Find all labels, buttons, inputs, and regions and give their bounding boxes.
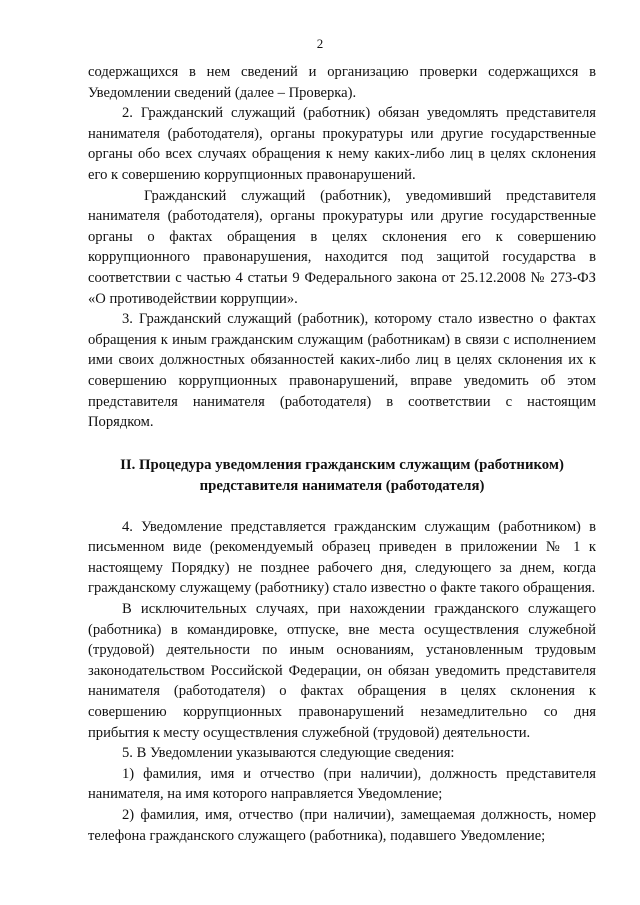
paragraph-item-2: 2. Гражданский служащий (работник) обязан уведомлять представителя нанимателя (работодателя), органы прокуратуры или другие государственные органы обо всех случаях обращения к нему каких-либо лиц в целях склонения его к совершению коррупционных правонарушений. bbox=[88, 105, 596, 183]
section-heading-line-2: представителя нанимателя (работодателя) bbox=[199, 477, 485, 494]
paragraph-item-5: 5. В Уведомлении указываются следующие сведения: bbox=[122, 745, 455, 762]
paragraph-item-3: 3. Гражданский служащий (работник), которому стало известно о фактах обращения к иным гражданским служащим (работникам) в связи с исполнением ими своих должностных обязанностей каких-либо лиц в целях склонения их к совершению коррупционных правонарушений, вправе уведомить об этом представителя нанимателя (работодателя) в соответствии с настоящим Порядком. bbox=[88, 311, 596, 431]
list-item-1: 1) фамилия, имя и отчество (при наличии), должность представителя нанимателя, на имя которого направляется Уведомление; bbox=[88, 765, 596, 803]
paragraph-protection: Гражданский служащий (работник), уведомивший представителя нанимателя (работодателя), органы прокуратуры или другие государственные органы о фактах обращения в целях склонения его к совершению коррупционного правонарушения, находится под защитой государства в соответствии с частью 4 статьи 9 Федерального закона от 25.12.2008 № 273-ФЗ «О противодействии коррупции». bbox=[88, 187, 596, 307]
page-number: 2 bbox=[316, 36, 324, 51]
paragraph-exceptional-cases: В исключительных случаях, при нахождении гражданского служащего (работника) в командировке, отпуске, вне места осуществления служебной (трудовой) деятельности по иным основаниям, установленным трудовым законодательством Российской Федерации, он обязан уведомить представителя нанимателя (работодателя) о фактах обращения в целях склонения к совершению коррупционных правонарушений незамедлительно со дня прибытия к месту осуществления служебной (трудовой) деятельности. bbox=[88, 601, 596, 741]
list-item-2: 2) фамилия, имя, отчество (при наличии), замещаемая должность, номер телефона гражданского служащего (работника), подавшего Уведомление; bbox=[88, 807, 596, 844]
section-heading bbox=[88, 455, 596, 497]
paragraph-continuation: содержащихся в нем сведений и организацию проверки содержащихся в Уведомлении сведений (далее – Проверка). bbox=[88, 64, 596, 101]
paragraph-item-4: 4. Уведомление представляется гражданским служащим (работником) в письменном виде (рекомендуемый образец приведен в приложении № 1 к настоящему Порядку) не позднее рабочего дня, следующего за днем, когда гражданскому служащему (работнику) стало известно о факте такого обращения. bbox=[88, 518, 596, 597]
section-heading-line-1: II. Процедура уведомления гражданским служащим (работником) bbox=[120, 456, 564, 473]
document-body bbox=[88, 62, 596, 846]
